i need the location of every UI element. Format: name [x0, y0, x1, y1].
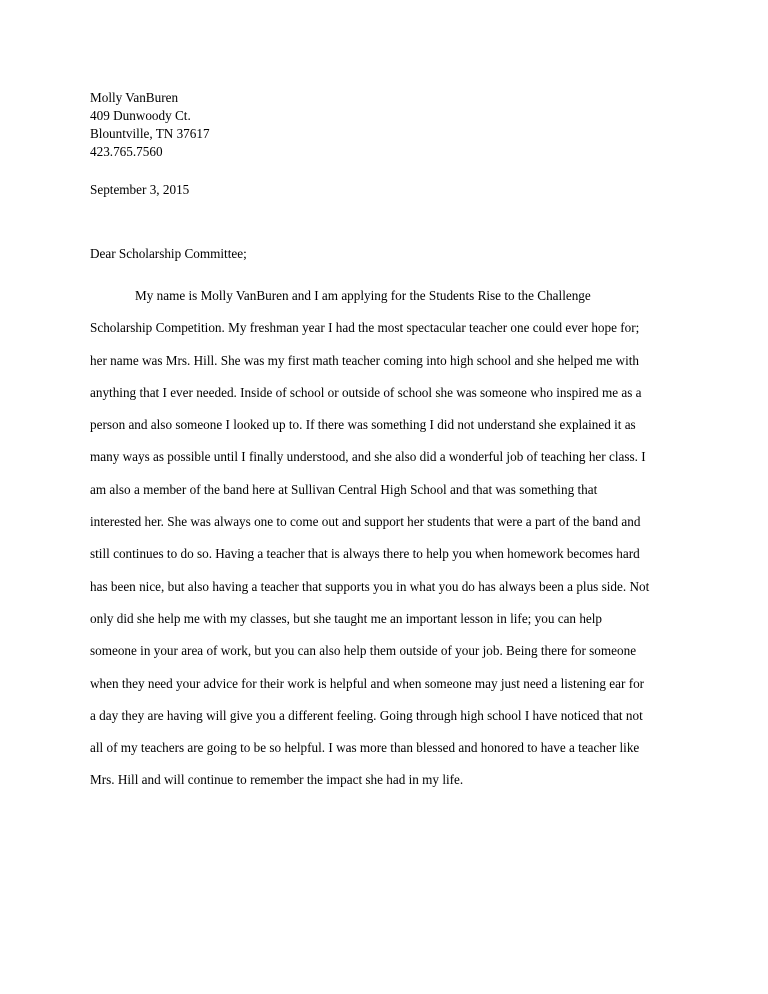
body-line: Mrs. Hill and will continue to remember the impact she had in my life. — [90, 772, 464, 788]
letter-date: September 3, 2015 — [90, 182, 190, 197]
body-line: person and also someone I looked up to. If there was something I did not understand she explained it as — [90, 417, 636, 433]
salutation: Dear Scholarship Committee; — [90, 246, 247, 261]
body-line: anything that I ever needed. Inside of school or outside of school she was someone who inspired me as a — [90, 384, 642, 400]
letter-body — [90, 287, 690, 804]
body-line: has been nice, but also having a teacher that supports you in what you do has always been a plus side. Not — [90, 578, 650, 594]
sender-phone: 423.765.7560 — [90, 144, 163, 159]
body-line: Scholarship Competition. My freshman year I had the most spectacular teacher one could ever hope for; — [90, 320, 640, 336]
sender-address-block — [90, 89, 210, 161]
body-line: am also a member of the band here at Sullivan Central High School and that was something that — [90, 481, 598, 497]
sender-street: 409 Dunwoody Ct. — [90, 108, 191, 123]
body-line: My name is Molly VanBuren and I am applying for the Students Rise to the Challenge — [135, 288, 591, 303]
body-line: only did she help me with my classes, but she taught me an important lesson in life; you can help — [90, 610, 603, 626]
body-line: someone in your area of work, but you can also help them outside of your job. Being there for someone — [90, 643, 637, 659]
body-line: a day they are having will give you a different feeling. Going through high school I have noticed that not — [90, 707, 643, 723]
sender-city-state-zip: Blountville, TN 37617 — [90, 126, 210, 141]
body-line: many ways as possible until I finally understood, and she also did a wonderful job of teaching her class. I — [90, 449, 646, 465]
body-line: her name was Mrs. Hill. She was my first math teacher coming into high school and she helped me with — [90, 352, 639, 368]
body-line: interested her. She was always one to come out and support her students that were a part of the band and — [90, 514, 641, 530]
sender-name: Molly VanBuren — [90, 90, 179, 105]
body-line: still continues to do so. Having a teacher that is always there to help you when homework becomes hard — [90, 546, 640, 562]
body-line: when they need your advice for their work is helpful and when someone may just need a listening ear for — [90, 675, 645, 691]
body-line: all of my teachers are going to be so helpful. I was more than blessed and honored to have a teacher like — [90, 740, 640, 756]
